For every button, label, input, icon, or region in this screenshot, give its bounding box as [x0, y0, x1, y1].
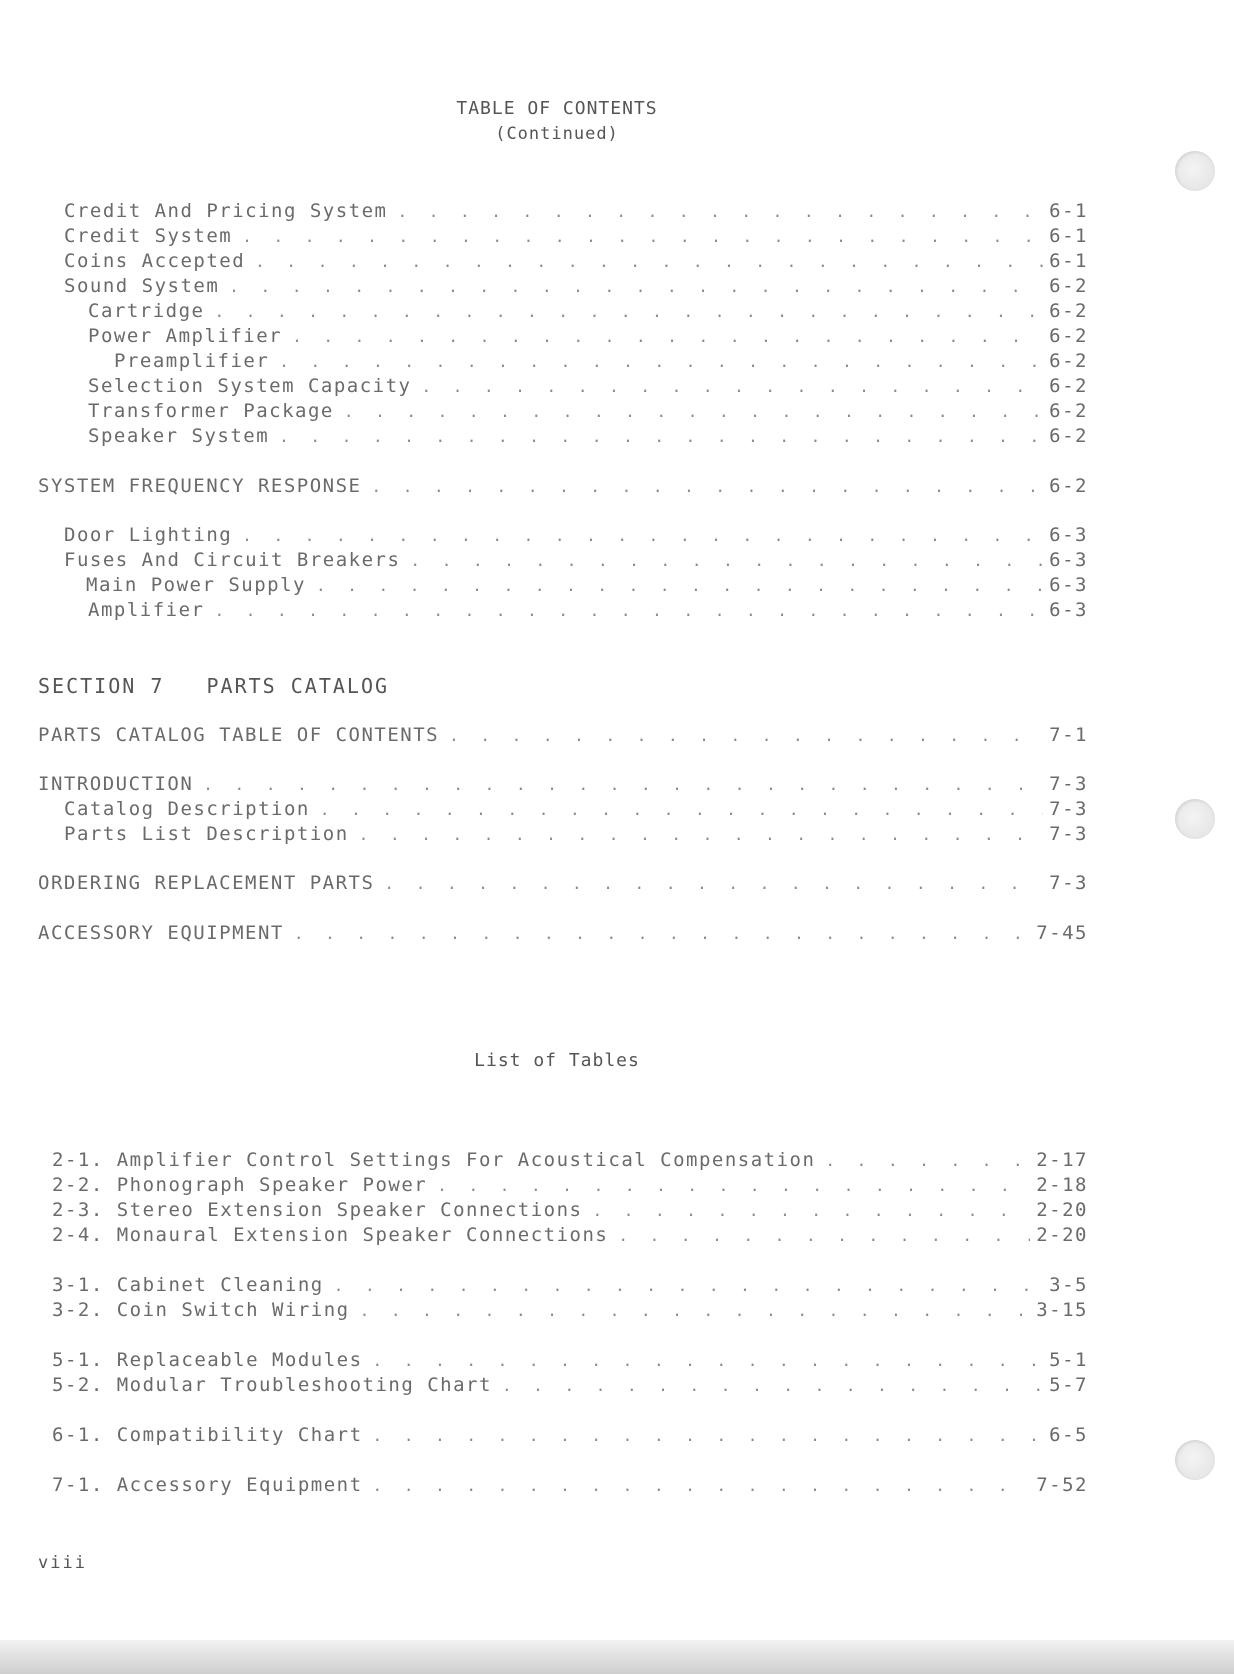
table-entry-page: 5-7	[1049, 1374, 1088, 1396]
toc-entry-page: 6-2	[1049, 350, 1088, 372]
table-entry-page: 2-18	[1036, 1174, 1088, 1196]
toc-entry-ordering-parts	[38, 871, 1088, 895]
table-entry-3-2	[52, 1298, 1088, 1322]
toc-entry-page: 6-3	[1049, 574, 1088, 596]
leader-dots	[360, 1299, 1031, 1322]
table-entry-label: 3-1. Cabinet Cleaning	[52, 1274, 324, 1296]
toc-entry-credit-pricing-system	[64, 199, 1088, 223]
toc-entry-label: INTRODUCTION	[38, 773, 194, 795]
table-entry-label: 5-1. Replaceable Modules	[52, 1349, 363, 1371]
table-entry-page: 2-20	[1036, 1199, 1088, 1221]
leader-dots	[242, 225, 1043, 248]
leader-dots	[203, 773, 1043, 796]
leader-dots	[334, 1274, 1043, 1297]
leader-dots	[316, 574, 1043, 597]
table-entry-5-1	[52, 1348, 1088, 1372]
punch-hole-middle	[1175, 799, 1215, 839]
toc-entry-label: Credit System	[64, 225, 233, 247]
toc-entry-label: Main Power Supply	[86, 574, 306, 596]
table-entry-label: 3-2. Coin Switch Wiring	[52, 1299, 350, 1321]
toc-entry-parts-list-description	[64, 822, 1088, 846]
table-entry-2-2	[52, 1173, 1088, 1197]
toc-entry-page: 6-1	[1049, 225, 1088, 247]
leader-dots	[294, 922, 1030, 945]
toc-entry-power-amplifier	[88, 324, 1088, 348]
toc-entry-page: 6-2	[1049, 275, 1088, 297]
leader-dots	[825, 1149, 1030, 1172]
leader-dots	[229, 275, 1043, 298]
toc-entry-parts-catalog-toc	[38, 723, 1088, 747]
table-entry-7-1	[52, 1473, 1088, 1497]
section-7-heading: SECTION 7 PARTS CATALOG	[38, 674, 390, 698]
toc-entry-page: 7-3	[1049, 823, 1088, 845]
toc-entry-preamplifier	[114, 349, 1088, 373]
leader-dots	[279, 425, 1043, 448]
toc-entry-label: Sound System	[64, 275, 220, 297]
toc-entry-accessory-equipment	[38, 921, 1088, 945]
toc-entry-page: 6-2	[1049, 475, 1088, 497]
toc-entry-page: 6-1	[1049, 200, 1088, 222]
toc-entry-transformer-package	[88, 399, 1088, 423]
toc-entry-label: ORDERING REPLACEMENT PARTS	[38, 872, 375, 894]
punch-hole-top	[1175, 151, 1215, 191]
toc-entry-label: Door Lighting	[64, 524, 233, 546]
leader-dots	[255, 250, 1043, 273]
toc-entry-main-power-supply	[86, 573, 1088, 597]
table-entry-label: 2-2. Phonograph Speaker Power	[52, 1174, 428, 1196]
toc-entry-label: SYSTEM FREQUENCY RESPONSE	[38, 475, 362, 497]
toc-entry-page: 7-3	[1049, 798, 1088, 820]
toc-entry-label: Selection System Capacity	[88, 375, 412, 397]
toc-entry-door-lighting	[64, 523, 1088, 547]
toc-entry-page: 6-3	[1049, 549, 1088, 571]
table-entry-page: 3-15	[1036, 1299, 1088, 1321]
toc-entry-credit-system	[64, 224, 1088, 248]
list-of-tables-heading: List of Tables	[474, 1050, 640, 1071]
table-entry-3-1	[52, 1273, 1088, 1297]
toc-entry-label: Transformer Package	[88, 400, 334, 422]
toc-entry-system-frequency-response	[38, 474, 1088, 498]
leader-dots	[618, 1224, 1030, 1247]
table-entry-label: 7-1. Accessory Equipment	[52, 1474, 363, 1496]
toc-entry-catalog-description	[64, 797, 1088, 821]
table-entry-6-1	[52, 1423, 1088, 1447]
toc-entry-label: ACCESSORY EQUIPMENT	[38, 922, 284, 944]
leader-dots	[373, 1474, 1031, 1497]
leader-dots	[371, 475, 1043, 498]
toc-entry-page: 6-3	[1049, 599, 1088, 621]
toc-entry-label: PARTS CATALOG TABLE OF CONTENTS	[38, 724, 440, 746]
toc-entry-page: 6-2	[1049, 400, 1088, 422]
toc-entry-sound-system	[64, 274, 1088, 298]
table-entry-page: 2-20	[1036, 1224, 1088, 1246]
leader-dots	[320, 798, 1043, 821]
table-entry-2-3	[52, 1198, 1088, 1222]
table-entry-page: 7-52	[1036, 1474, 1088, 1496]
leader-dots	[214, 300, 1043, 323]
leader-dots	[397, 200, 1043, 223]
toc-entry-label: Coins Accepted	[64, 250, 246, 272]
toc-entry-page: 6-1	[1049, 250, 1088, 272]
leader-dots	[437, 1174, 1030, 1197]
table-entry-page: 3-5	[1049, 1274, 1088, 1296]
toc-entry-introduction	[38, 772, 1088, 796]
table-entry-2-4	[52, 1223, 1088, 1247]
table-entry-label: 5-2. Modular Troubleshooting Chart	[52, 1374, 492, 1396]
toc-entry-page: 7-45	[1036, 922, 1088, 944]
table-entry-page: 5-1	[1049, 1349, 1088, 1371]
toc-entry-label: Power Amplifier	[88, 325, 283, 347]
punch-hole-bottom	[1175, 1440, 1215, 1480]
leader-dots	[373, 1424, 1044, 1447]
leader-dots	[292, 325, 1043, 348]
toc-entry-label: Catalog Description	[64, 798, 310, 820]
toc-entry-page: 7-3	[1049, 773, 1088, 795]
toc-entry-page: 6-3	[1049, 524, 1088, 546]
toc-entry-page: 6-2	[1049, 425, 1088, 447]
toc-entry-fuses-circuit-breakers	[64, 548, 1088, 572]
table-entry-5-2	[52, 1373, 1088, 1397]
leader-dots	[502, 1374, 1043, 1397]
leader-dots	[449, 724, 1043, 747]
toc-entry-page: 6-2	[1049, 375, 1088, 397]
leader-dots	[384, 872, 1043, 895]
toc-entry-label: Parts List Description	[64, 823, 349, 845]
toc-entry-selection-capacity	[88, 374, 1088, 398]
leader-dots	[344, 400, 1043, 423]
toc-entry-label: Preamplifier	[114, 350, 270, 372]
toc-subtitle: (Continued)	[495, 124, 619, 144]
toc-entry-cartridge	[88, 299, 1088, 323]
toc-entry-label: Cartridge	[88, 300, 205, 322]
toc-entry-page: 6-2	[1049, 300, 1088, 322]
toc-entry-speaker-system	[88, 424, 1088, 448]
table-entry-label: 2-3. Stereo Extension Speaker Connections	[52, 1199, 583, 1221]
page-number: viii	[38, 1553, 87, 1573]
leader-dots	[359, 823, 1044, 846]
table-entry-page: 2-17	[1036, 1149, 1088, 1171]
toc-entry-coins-accepted	[64, 249, 1088, 273]
toc-entry-label: Amplifier	[88, 599, 205, 621]
leader-dots	[279, 350, 1043, 373]
toc-entry-amplifier	[88, 598, 1088, 622]
leader-dots	[410, 549, 1043, 572]
table-entry-label: 6-1. Compatibility Chart	[52, 1424, 363, 1446]
toc-entry-label: Fuses And Circuit Breakers	[64, 549, 401, 571]
table-entry-label: 2-1. Amplifier Control Settings For Acoustical Compensation	[52, 1149, 816, 1171]
leader-dots	[373, 1349, 1044, 1372]
toc-entry-page: 7-1	[1049, 724, 1088, 746]
scan-edge-shadow	[0, 1640, 1234, 1674]
leader-dots	[593, 1199, 1031, 1222]
toc-entry-page: 6-2	[1049, 325, 1088, 347]
leader-dots	[421, 375, 1043, 398]
table-entry-2-1	[52, 1148, 1088, 1172]
table-entry-page: 6-5	[1049, 1424, 1088, 1446]
toc-entry-label: Speaker System	[88, 425, 270, 447]
toc-entry-label: Credit And Pricing System	[64, 200, 388, 222]
table-entry-label: 2-4. Monaural Extension Speaker Connections	[52, 1224, 609, 1246]
leader-dots	[214, 599, 1043, 622]
toc-title: TABLE OF CONTENTS	[456, 98, 658, 119]
toc-entry-page: 7-3	[1049, 872, 1088, 894]
leader-dots	[242, 524, 1043, 547]
